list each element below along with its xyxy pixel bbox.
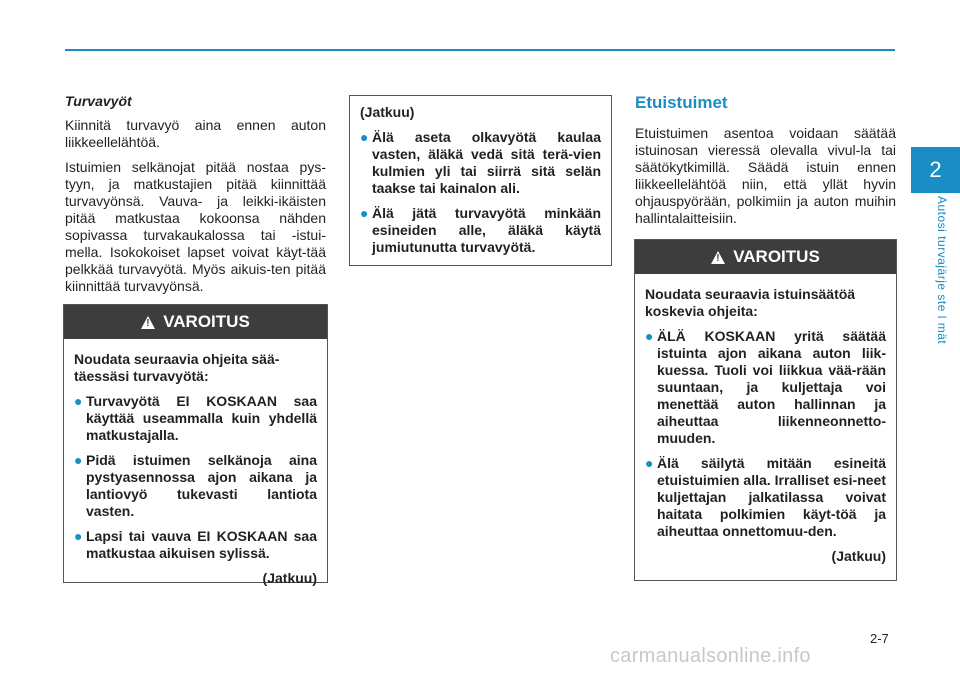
continued-label: (Jatkuu) xyxy=(831,548,886,564)
section-heading: Etuistuimet xyxy=(635,93,728,112)
continued-label: (Jatkuu) xyxy=(262,570,317,586)
seat-belts-section xyxy=(65,93,326,303)
bullet-icon: ● xyxy=(74,393,83,409)
warning-triangle-icon xyxy=(711,251,725,264)
warning-intro: Noudata seuraavia ohjeita sää-täessäsi turvavyötä: xyxy=(74,351,280,384)
bullet-icon: ● xyxy=(74,452,83,468)
section-heading: Turvavyöt xyxy=(65,93,132,109)
watermark: carmanualsonline.info xyxy=(610,645,811,667)
bullet-icon: ● xyxy=(645,328,654,344)
paragraph: Istuimien selkänojat pitää nostaa pys-tyyn, ja matkustajien pitää kiinnittää turvavyönsä. Vauva- ja leikki-ikäisten pitää matkustaa kokoonsa nähden sopivassa turvakaukalossa tai -istui-mella. Isokokoiset lapset voivat käyt-tää pelkkää turvavyötä. Myös aikuis-ten pitää kiinnittää turvavyönsä. xyxy=(65,159,326,294)
warning-header xyxy=(64,305,327,339)
warning-header xyxy=(635,240,896,274)
paragraph: Kiinnitä turvavyö aina ennen auton liikkeellelähtöä. xyxy=(65,117,326,150)
chapter-tab: 2 xyxy=(911,147,960,193)
header-rule xyxy=(65,49,895,51)
list-item: ● Älä säilytä mitään esineitä etuistuimien alla. Irralliset esi-neet kuljettajan jalkatilassa voivat haitata polkimien käyt-töä ja aiheuttaa onnettomuu-den. xyxy=(645,455,886,539)
bullet-icon: ● xyxy=(74,528,83,544)
bullet-icon: ● xyxy=(360,205,369,221)
paragraph: Etuistuimen asentoa voidaan säätää istuinosan vieressä olevalla vivul-la tai säätökytkimillä. Säädä istuin ennen liikkeellelähtöä niin, että yllät hyvin ohjauspyörään, polkimiin ja auton muihin hallintalaitteisiin. xyxy=(635,125,896,226)
page-number: 2-7 xyxy=(870,631,889,646)
warning-intro: Noudata seuraavia istuinsäätöä koskevia ohjeita: xyxy=(645,286,856,319)
list-item: ● Turvavyötä EI KOSKAAN saa käyttää useammalla kuin yhdellä matkustajalla. xyxy=(74,393,317,443)
bullet-icon: ● xyxy=(360,129,369,145)
warning-triangle-icon xyxy=(141,316,155,329)
bullet-icon: ● xyxy=(645,455,654,471)
chapter-side-label: Autosi turvajärje ste l mät xyxy=(935,196,949,345)
front-seats-section xyxy=(635,93,896,235)
list-item: ● Älä aseta olkavyötä kaulaa vasten, äläkä vedä sitä terä-vien kulmien yli tai siirrä sitä selän taakse tai kainalon ali. xyxy=(360,129,601,196)
list-item: ● Pidä istuimen selkänoja aina pystyasennossa ajon aikana ja lantiovyö tukevasti lantiota vasten. xyxy=(74,452,317,519)
warning-box-continued xyxy=(349,95,612,266)
warning-box xyxy=(63,304,328,586)
warning-title: VAROITUS xyxy=(163,312,250,331)
list-item: ● ÄLÄ KOSKAAN yritä säätää istuinta ajon aikana auton liik-kuessa. Tuoli voi liikkua vää-rään suuntaan, ja kuljettaja voi menettää auton hallinnan ja aiheuttaa liikenneonnetto-muuden. xyxy=(645,328,886,446)
list-item: ● Lapsi tai vauva EI KOSKAAN saa matkustaa aikuisen sylissä. xyxy=(74,528,317,561)
list-item: ● Älä jätä turvavyötä minkään esineiden alle, äläkä käytä jumiutunutta turvavyötä. xyxy=(360,205,601,255)
warning-title: VAROITUS xyxy=(733,247,820,266)
warning-box xyxy=(634,239,897,581)
continued-label: (Jatkuu) xyxy=(360,104,415,120)
